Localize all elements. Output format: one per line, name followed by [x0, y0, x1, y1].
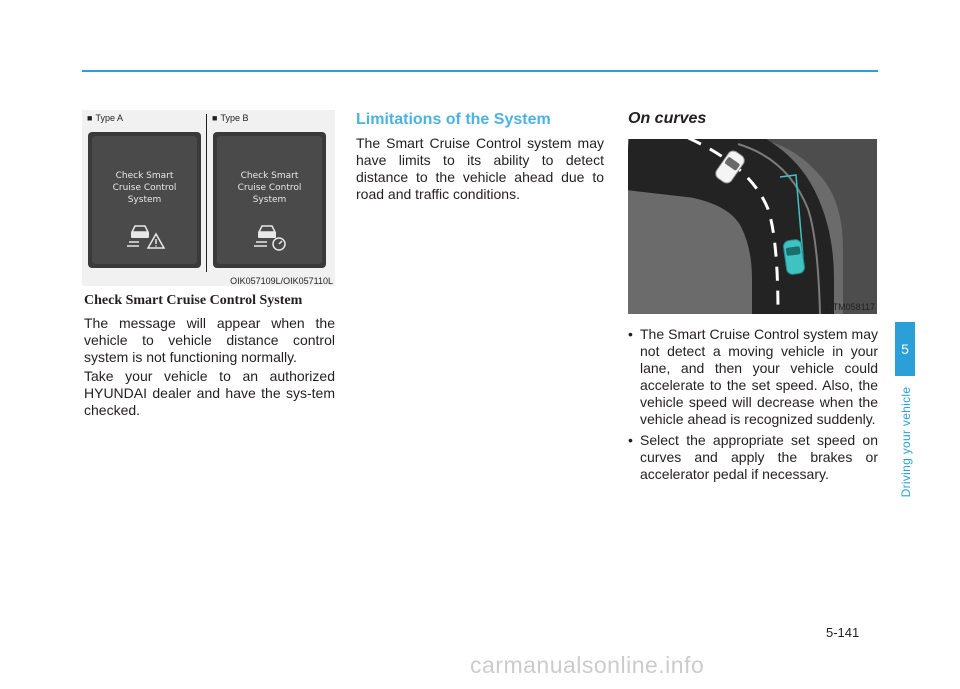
curve-bullet-list — [628, 326, 878, 487]
chapter-label-text: Driving your vehicle — [899, 386, 913, 498]
display-screen — [217, 136, 322, 264]
paragraph-limitations: The Smart Cruise Control system may have limits to its ability to detect distance to the vehicle ahead due to road and traffic conditions. — [356, 135, 604, 202]
paragraph-dealer: Take your vehicle to an authorized HYUNDAI dealer and have the sys-tem checked. — [84, 368, 335, 418]
section-heading-limitations: Limitations of the System — [356, 111, 551, 128]
image-code: OTM058117 — [825, 302, 875, 312]
warning-message-figure — [82, 110, 335, 286]
watermark: carmanualsonline.info — [470, 652, 705, 678]
cluster-display-type-a — [88, 132, 201, 268]
type-a-label: Type A — [95, 113, 123, 123]
type-b-label: Type B — [220, 113, 249, 123]
curve-road-illustration — [628, 139, 877, 314]
figure-divider — [206, 114, 207, 272]
chapter-label — [899, 382, 913, 502]
section-heading-check-system: Check Smart Cruise Control System — [84, 293, 303, 308]
warning-message-text: Check Smart Cruise Control System — [112, 171, 177, 205]
list-item: • Select the appropriate set speed on curves and apply the brakes or accelerator pedal if necessary. — [628, 432, 878, 483]
list-item: • The Smart Cruise Control system may not detect a moving vehicle in your lane, and then your vehicle could accelerate to the set speed. Also, the vehicle speed will decrease when the vehicle ahead is recognized suddenly. — [628, 326, 878, 428]
cruise-warning-icon — [126, 222, 168, 250]
page-number: 5-141 — [826, 625, 860, 640]
warning-message-text: Check Smart Cruise Control System — [237, 171, 302, 205]
subheading-on-curves: On curves — [628, 110, 707, 127]
cluster-display-type-b — [213, 132, 326, 268]
square-bullet-icon: ■ — [212, 113, 218, 123]
figure-code: OIK057109L/OIK057110L — [230, 276, 333, 286]
top-rule — [82, 70, 878, 72]
type-b-caption — [212, 113, 248, 123]
cruise-gauge-icon — [251, 222, 293, 252]
square-bullet-icon: ■ — [87, 113, 93, 123]
type-a-caption — [87, 113, 123, 123]
chapter-tab: 5 — [895, 322, 915, 376]
display-screen — [92, 136, 197, 264]
paragraph-message: The message will appear when the vehicle to vehicle distance control system is not functioning normally. — [84, 315, 335, 365]
road-curve-diagram — [628, 139, 877, 314]
